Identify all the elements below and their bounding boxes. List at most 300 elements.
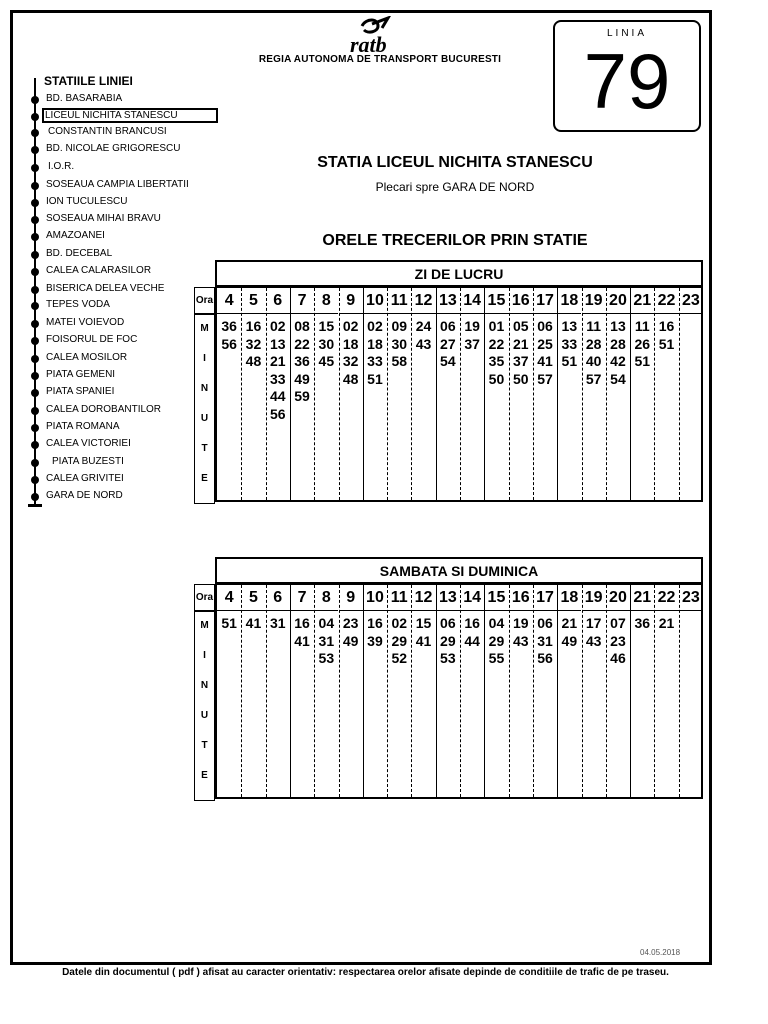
- station-item: [0, 212, 220, 229]
- minute-cell: 06: [537, 318, 553, 334]
- hour-column: [411, 288, 435, 500]
- hour-cell: 8: [314, 585, 338, 611]
- station-name: CALEA MOSILOR: [46, 352, 128, 363]
- column-separator: [582, 288, 583, 500]
- minute-letter: T: [201, 443, 208, 454]
- minute-letter: E: [201, 770, 208, 781]
- hour-column: [290, 288, 314, 500]
- hour-column: [679, 288, 703, 500]
- hour-column: [387, 585, 411, 797]
- hour-column: [606, 585, 630, 797]
- station-name: GARA DE NORD: [46, 490, 123, 501]
- minute-cell: 11: [586, 318, 602, 334]
- station-name: FOISORUL DE FOC: [46, 334, 138, 345]
- column-separator: [363, 585, 364, 797]
- minute-cell: 56: [537, 650, 553, 666]
- hour-cell: 16: [509, 288, 533, 314]
- minute-column-label: [194, 611, 215, 801]
- schedule-grid: [215, 287, 703, 502]
- minute-cell: 23: [610, 632, 626, 649]
- minute-letter: N: [200, 680, 209, 691]
- station-name: PIATA SPANIEI: [46, 386, 115, 397]
- station-dot: [31, 96, 39, 104]
- minute-cell: 37: [464, 335, 480, 352]
- station-item: [0, 420, 220, 437]
- column-separator: [266, 585, 267, 797]
- minute-cell: 29: [391, 632, 408, 649]
- column-separator: [533, 288, 534, 500]
- column-separator: [509, 288, 510, 500]
- column-separator: [314, 585, 315, 797]
- station-dot: [31, 302, 39, 310]
- minute-cell: 49: [294, 370, 310, 387]
- hour-column: [314, 288, 338, 500]
- minute-cell: 19: [512, 615, 529, 631]
- column-separator: [606, 288, 607, 500]
- minute-cell: 44: [464, 632, 480, 649]
- column-separator: [314, 288, 315, 500]
- column-separator: [387, 288, 388, 500]
- column-separator: [484, 585, 485, 797]
- minute-cell: 31: [537, 632, 553, 649]
- minute-cell: 49: [561, 632, 578, 649]
- hour-cell: 23: [679, 585, 703, 611]
- hour-cell: 4: [217, 288, 241, 314]
- hour-cell: 22: [654, 585, 678, 611]
- station-dot: [31, 199, 39, 207]
- column-separator: [484, 288, 485, 500]
- station-dot: [31, 146, 39, 154]
- hour-column: [314, 585, 338, 797]
- hour-column: [363, 585, 387, 797]
- minute-cell: 53: [440, 650, 456, 666]
- station-name: MATEI VOIEVOD: [46, 317, 125, 328]
- minute-letter: I: [203, 650, 206, 661]
- column-separator: [630, 288, 631, 500]
- minute-cell: 01: [488, 318, 505, 334]
- minute-letter: U: [200, 710, 209, 721]
- hour-cell: 7: [290, 585, 314, 611]
- ratb-logo: [348, 16, 408, 56]
- column-separator: [654, 288, 655, 500]
- minute-cell: 41: [294, 632, 310, 649]
- minute-cell: 09: [391, 318, 408, 334]
- minute-cell: 02: [367, 318, 383, 334]
- hour-column: [339, 585, 363, 797]
- station-dot: [31, 251, 39, 259]
- minute-cell: 15: [415, 615, 432, 631]
- minute-cell: 28: [585, 335, 602, 352]
- hour-cell: 18: [557, 288, 581, 314]
- hour-column: [533, 288, 557, 500]
- minute-cell: 06: [537, 615, 553, 631]
- station-dot: [31, 372, 39, 380]
- minute-cell: 23: [342, 615, 359, 631]
- station-name: BISERICA DELEA VECHE: [46, 283, 165, 294]
- minute-cell: 13: [610, 318, 626, 334]
- hour-column: [582, 288, 606, 500]
- minute-cell: 48: [342, 370, 359, 387]
- hour-column: [509, 585, 533, 797]
- minute-cell: 59: [294, 388, 310, 404]
- station-item: [0, 109, 220, 126]
- schedule-grid: [215, 584, 703, 799]
- column-separator: [606, 585, 607, 797]
- hour-cell: 20: [606, 585, 630, 611]
- minute-cell: 58: [391, 353, 408, 369]
- station-item: [0, 264, 220, 281]
- minute-cell: 33: [561, 335, 578, 352]
- station-item: [0, 316, 220, 333]
- minute-cell: 17: [585, 615, 602, 631]
- minute-letter: M: [200, 620, 209, 631]
- column-separator: [654, 585, 655, 797]
- minute-cell: 02: [269, 318, 286, 334]
- column-separator: [436, 288, 437, 500]
- hour-column: [679, 585, 703, 797]
- minute-cell: 50: [488, 370, 505, 387]
- station-name: TEPES VODA: [46, 299, 110, 310]
- minute-cell: 16: [367, 615, 383, 631]
- column-separator: [387, 585, 388, 797]
- station-dot: [31, 441, 39, 449]
- hour-column: [436, 288, 460, 500]
- station-dot: [31, 337, 39, 345]
- column-separator: [411, 585, 412, 797]
- minute-cell: 43: [585, 632, 602, 649]
- station-name: CONSTANTIN BRANCUSI: [48, 126, 167, 137]
- hour-row-label: Ora: [194, 584, 215, 611]
- minute-cell: 21: [561, 615, 578, 631]
- hour-cell: 14: [460, 585, 484, 611]
- station-dot: [31, 459, 39, 467]
- minute-cell: 02: [391, 615, 408, 631]
- station-item: [0, 489, 220, 506]
- hour-column: [339, 288, 363, 500]
- station-name: CALEA CALARASILOR: [46, 265, 152, 276]
- column-separator: [509, 585, 510, 797]
- station-name: CALEA VICTORIEI: [46, 438, 131, 449]
- column-separator: [241, 585, 242, 797]
- column-separator: [557, 288, 558, 500]
- hour-column: [387, 288, 411, 500]
- minute-cell: 40: [585, 353, 602, 369]
- minute-cell: 08: [294, 318, 310, 334]
- station-item: [0, 351, 220, 368]
- hour-column: [509, 288, 533, 500]
- station-item: [0, 298, 220, 315]
- minute-cell: 30: [391, 335, 408, 352]
- minute-cell: 18: [367, 335, 383, 352]
- station-title: STATIA LICEUL NICHITA STANESCU: [317, 154, 593, 171]
- disclaimer: Datele din documentul ( pdf ) afisat au caracter orientativ: respectarea orelor afisate depinde de conditiile de trafic de pe traseu.: [62, 967, 669, 978]
- minute-cell: 06: [440, 318, 456, 334]
- column-separator: [339, 585, 340, 797]
- station-name: AMAZOANEI: [46, 230, 105, 241]
- station-name: BD. BASARABIA: [46, 93, 123, 104]
- column-separator: [460, 288, 461, 500]
- minute-cell: 45: [318, 353, 335, 369]
- station-item: [0, 125, 220, 142]
- minute-cell: 52: [391, 650, 408, 666]
- station-dot: [31, 476, 39, 484]
- minute-cell: 25: [537, 335, 553, 352]
- station-item: [0, 403, 220, 420]
- station-name: ION TUCULESCU: [46, 196, 128, 207]
- minute-letter: E: [201, 473, 208, 484]
- station-item: [0, 437, 220, 454]
- hour-column: [290, 585, 314, 797]
- hour-cell: 4: [217, 585, 241, 611]
- minute-cell: 31: [318, 632, 335, 649]
- minute-cell: 39: [367, 632, 383, 649]
- station-item: [0, 92, 220, 109]
- hour-column: [436, 585, 460, 797]
- minute-cell: 57: [537, 370, 553, 387]
- station-item: [0, 160, 220, 177]
- hour-cell: 16: [509, 585, 533, 611]
- hour-column: [630, 585, 654, 797]
- minute-cell: 51: [367, 370, 383, 387]
- minute-cell: 04: [318, 615, 335, 631]
- minute-cell: 16: [464, 615, 480, 631]
- minute-cell: 48: [245, 353, 262, 369]
- minute-cell: 30: [318, 335, 335, 352]
- station-dot: [31, 389, 39, 397]
- column-separator: [266, 288, 267, 500]
- hour-cell: 18: [557, 585, 581, 611]
- hour-column: [582, 585, 606, 797]
- minute-cell: 16: [245, 318, 262, 334]
- hour-cell: 8: [314, 288, 338, 314]
- minute-cell: 28: [610, 335, 626, 352]
- minute-cell: 37: [512, 353, 529, 369]
- hour-cell: 21: [630, 585, 654, 611]
- hour-cell: 23: [679, 288, 703, 314]
- minute-cell: 36: [294, 353, 310, 369]
- minute-cell: 26: [634, 335, 651, 352]
- schedule-title: SAMBATA SI DUMINICA: [215, 557, 703, 584]
- station-item: [0, 368, 220, 385]
- station-item: [0, 282, 220, 299]
- hour-cell: 6: [266, 585, 290, 611]
- minute-cell: 32: [245, 335, 262, 352]
- hour-column: [484, 585, 508, 797]
- minute-letter: I: [203, 353, 206, 364]
- column-separator: [436, 585, 437, 797]
- hour-cell: 6: [266, 288, 290, 314]
- minute-cell: 56: [269, 405, 286, 422]
- hour-cell: 5: [241, 288, 265, 314]
- station-name: PIATA ROMANA: [46, 421, 120, 432]
- column-separator: [679, 585, 680, 797]
- hour-column: [630, 288, 654, 500]
- column-separator: [679, 288, 680, 500]
- station-dot: [31, 113, 39, 121]
- station-name: LICEUL NICHITA STANESCU: [44, 110, 216, 121]
- station-item: [0, 472, 220, 489]
- column-separator: [411, 288, 412, 500]
- station-dot: [31, 493, 39, 501]
- minute-cell: 57: [585, 370, 602, 387]
- minute-cell: 41: [537, 353, 553, 369]
- minute-cell: 21: [658, 615, 675, 631]
- minute-cell: 50: [512, 370, 529, 387]
- station-name: CALEA GRIVITEI: [46, 473, 124, 484]
- station-name: PIATA GEMENI: [46, 369, 116, 380]
- hour-cell: 11: [387, 585, 411, 611]
- hour-column: [484, 288, 508, 500]
- hour-cell: 19: [582, 585, 606, 611]
- minute-cell: 43: [415, 335, 432, 352]
- minute-cell: 54: [610, 370, 626, 387]
- station-name: CALEA DOROBANTILOR: [46, 404, 162, 415]
- hour-column: [241, 585, 265, 797]
- minute-cell: 56: [221, 335, 237, 352]
- hour-cell: 19: [582, 288, 606, 314]
- station-name: BD. DECEBAL: [46, 248, 113, 259]
- minute-cell: 35: [488, 353, 505, 369]
- hour-column: [460, 585, 484, 797]
- column-separator: [363, 288, 364, 500]
- minute-cell: 31: [269, 615, 286, 631]
- minute-cell: 54: [440, 353, 456, 369]
- station-name: PIATA BUZESTI: [52, 456, 124, 467]
- minute-cell: 21: [512, 335, 529, 352]
- minute-cell: 13: [269, 335, 286, 352]
- minute-cell: 02: [342, 318, 359, 334]
- station-item: [0, 229, 220, 246]
- hour-column: [217, 288, 241, 500]
- minute-cell: 29: [440, 632, 456, 649]
- hour-cell: 5: [241, 585, 265, 611]
- minute-cell: 36: [634, 615, 651, 631]
- hour-column: [654, 585, 678, 797]
- station-dot: [31, 424, 39, 432]
- hour-cell: 12: [411, 585, 435, 611]
- schedule-title: ZI DE LUCRU: [215, 260, 703, 287]
- station-dot: [31, 164, 39, 172]
- minute-cell: 27: [440, 335, 456, 352]
- minute-letter: U: [200, 413, 209, 424]
- line-number: 79: [583, 37, 671, 125]
- hour-column: [460, 288, 484, 500]
- minute-cell: 15: [318, 318, 335, 334]
- minute-cell: 19: [464, 318, 480, 334]
- minute-cell: 51: [658, 335, 675, 352]
- route-title: STATIILE LINIEI: [44, 74, 133, 88]
- minute-cell: 05: [512, 318, 529, 334]
- minute-cell: 11: [634, 318, 650, 334]
- minute-cell: 06: [440, 615, 456, 631]
- minute-letter: N: [200, 383, 209, 394]
- hour-cell: 20: [606, 288, 630, 314]
- station-dot: [31, 233, 39, 241]
- hour-column: [533, 585, 557, 797]
- station-dot: [31, 286, 39, 294]
- line-label: LINIA: [606, 28, 647, 39]
- minute-cell: 21: [269, 353, 286, 369]
- minute-letter: M: [200, 323, 209, 334]
- minute-cell: 32: [342, 353, 359, 369]
- station-name: BD. NICOLAE GRIGORESCU: [46, 143, 181, 154]
- column-separator: [533, 585, 534, 797]
- minute-cell: 42: [610, 353, 626, 369]
- hour-cell: 17: [533, 585, 557, 611]
- minute-cell: 53: [318, 650, 335, 666]
- hour-cell: 12: [411, 288, 435, 314]
- org-name: REGIA AUTONOMA DE TRANSPORT BUCURESTI: [258, 54, 502, 65]
- station-dot: [31, 268, 39, 276]
- column-separator: [582, 585, 583, 797]
- document-date: 04.05.2018: [640, 948, 681, 957]
- station-item: [0, 142, 220, 159]
- logo-text: ratb: [350, 32, 387, 56]
- minute-cell: 41: [245, 615, 262, 631]
- station-dot: [31, 355, 39, 363]
- minute-cell: 33: [367, 353, 383, 369]
- minute-cell: 22: [294, 335, 310, 352]
- minute-cell: 04: [488, 615, 505, 631]
- station-dot: [31, 129, 39, 137]
- station-item: [0, 333, 220, 350]
- hour-row-label: Ora: [194, 287, 215, 314]
- minute-cell: 18: [342, 335, 359, 352]
- minute-cell: 44: [269, 388, 286, 404]
- hour-column: [363, 288, 387, 500]
- hour-column: [241, 288, 265, 500]
- minute-letter: T: [201, 740, 208, 751]
- column-separator: [460, 585, 461, 797]
- column-separator: [630, 585, 631, 797]
- direction-text: Plecari spre GARA DE NORD: [375, 180, 535, 194]
- hour-cell: 10: [363, 288, 387, 314]
- station-item: [0, 195, 220, 212]
- hour-cell: 11: [387, 288, 411, 314]
- minute-column-label: [194, 314, 215, 504]
- station-dot: [31, 216, 39, 224]
- minute-cell: 29: [488, 632, 505, 649]
- minute-cell: 16: [294, 615, 310, 631]
- station-item: [0, 247, 220, 264]
- station-dot: [31, 320, 39, 328]
- minute-cell: 51: [561, 353, 578, 369]
- hour-column: [266, 288, 290, 500]
- hour-cell: 9: [339, 288, 363, 314]
- hour-cell: 14: [460, 288, 484, 314]
- hour-cell: 13: [436, 585, 460, 611]
- minute-cell: 51: [221, 615, 237, 631]
- minute-cell: 55: [488, 650, 505, 666]
- minute-cell: 22: [488, 335, 505, 352]
- hour-cell: 7: [290, 288, 314, 314]
- minute-cell: 33: [269, 370, 286, 387]
- station-name: I.O.R.: [48, 161, 75, 172]
- hour-column: [606, 288, 630, 500]
- minute-cell: 24: [415, 318, 432, 334]
- hour-column: [217, 585, 241, 797]
- station-item: [0, 455, 220, 472]
- hour-column: [557, 585, 581, 797]
- station-item: [0, 178, 220, 195]
- hour-cell: 15: [484, 288, 508, 314]
- line-number-box: [553, 20, 701, 132]
- hour-cell: 15: [484, 585, 508, 611]
- hour-column: [557, 288, 581, 500]
- station-item: [0, 385, 220, 402]
- hour-cell: 10: [363, 585, 387, 611]
- column-separator: [557, 585, 558, 797]
